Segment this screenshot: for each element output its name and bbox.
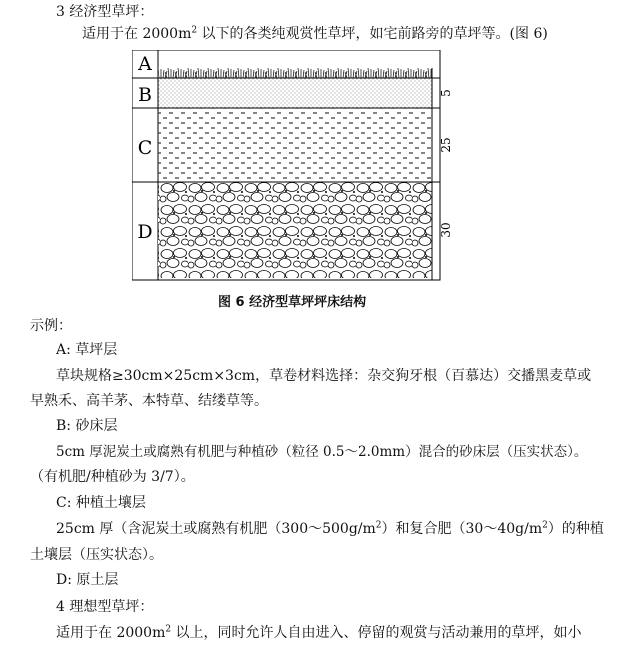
layer-a-turf [158,68,432,78]
superscript: 2 [191,25,198,36]
layer-a-text-2: 早熟禾、高羊茅、本特草、结缕草等。 [30,393,268,409]
layer-d-native-soil [158,182,432,278]
superscript: 2 [375,520,382,531]
layer-d-title: D: 原土层 [56,572,119,588]
text-part: ）和复合肥（30～40g/m [381,521,543,537]
figure-caption: 图 6 经济型草坪坪床结构 [218,295,367,310]
layer-c-text-1 [56,519,604,539]
intro-text-part: 适用于在 2000m [56,625,166,641]
intro-text-part: 适用于在 2000m [82,26,192,42]
layer-b-text-2: （有机肥/种植砂为 3/7）。 [30,469,195,485]
layer-letter-d: D [137,221,153,243]
superscript: 2 [165,624,172,635]
layer-b-sand-bed [158,78,432,108]
figure-6-diagram [132,50,462,282]
layer-b-title: B: 砂床层 [56,418,118,434]
section-3-heading: 3 经济型草坪： [56,4,154,20]
layer-letter-c: C [137,137,153,159]
intro-text-part: 以上，同时允许人自由进入、停留的观赏与活动兼用的草坪，如小 [171,625,582,641]
layer-c-title: C: 种植土壤层 [56,495,146,511]
layer-c-text-2: 土壤层（压实状态）。 [30,547,163,563]
layer-letter-a: A [138,53,152,75]
layer-c-planting-soil [158,108,432,182]
layer-a-text-1: 草块规格≥30cm×25cm×3cm，草卷材料选择：杂交狗牙根（百慕达）交播黑麦草或 [56,368,592,384]
section-4-intro [56,623,582,643]
text-part: ）的种植 [547,521,604,537]
superscript: 2 [542,520,548,531]
example-label: 示例： [30,318,72,334]
dimension-label-c: 25 [439,137,453,153]
layer-letter-b: B [138,84,152,106]
text-part: 25cm 厚（含泥炭土或腐熟有机肥（300～500g/m [56,521,376,537]
dimension-label-d: 30 [439,222,453,238]
section-4-heading: 4 理想型草坪： [56,599,154,615]
intro-text-part: 以下的各类纯观赏性草坪，如宅前路旁的草坪等。(图 6) [197,26,548,42]
layer-b-text-1: 5cm 厚泥炭土或腐熟有机肥与种植砂（粒径 0.5～2.0mm）混合的砂床层（压实状态）。 [56,444,588,460]
layer-a-title: A: 草坪层 [56,342,118,358]
dimension-label-b: 5 [439,89,453,97]
section-3-intro [82,24,548,44]
